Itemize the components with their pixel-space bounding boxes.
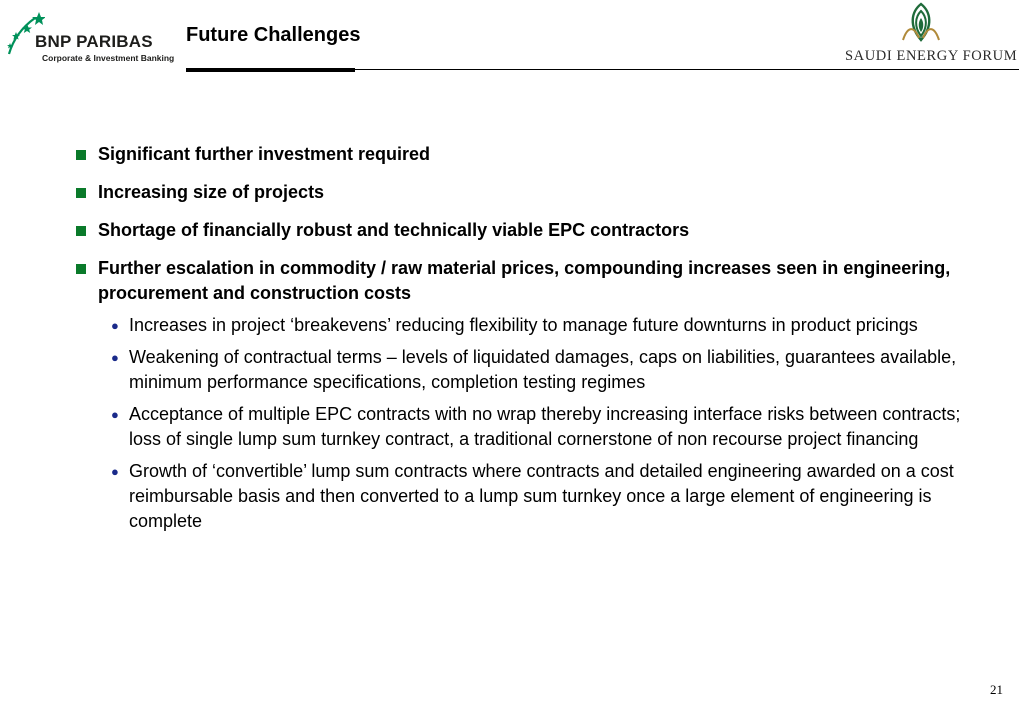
bnp-paribas-logo <box>5 10 175 66</box>
bullet-text: Shortage of financially robust and technically viable EPC contractors <box>98 220 690 240</box>
page-number: 21 <box>990 682 1003 697</box>
sub-bullet-item <box>110 402 996 452</box>
sub-bullet-list <box>76 313 996 534</box>
bnp-subtitle-text: Corporate & Investment Banking <box>42 53 175 63</box>
saudi-energy-forum-logo <box>843 2 1019 68</box>
circle-bullet-icon: ● <box>111 464 119 479</box>
sub-bullet-text: Weakening of contractual terms – levels of liquidated damages, caps on liabilities, guarantees available, minimum performance specifications, completion testing regimes <box>129 347 957 392</box>
circle-bullet-icon: ● <box>111 407 119 422</box>
green-square-bullet-icon <box>76 150 86 160</box>
sub-bullet-text: Growth of ‘convertible’ lump sum contracts where contracts and detailed engineering awarded on a cost reimbursable basis and then converted to a lump sum turnkey once a large element of engineering is complete <box>129 461 954 531</box>
green-square-bullet-icon <box>76 226 86 236</box>
circle-bullet-icon: ● <box>111 350 119 365</box>
bullet-item <box>76 142 996 167</box>
sub-bullet-item <box>110 459 996 534</box>
circle-bullet-icon: ● <box>111 318 119 333</box>
bullet-text: Further escalation in commodity / raw material prices, compounding increases seen in engineering, procurement and construction costs <box>98 258 951 303</box>
green-square-bullet-icon <box>76 264 86 274</box>
sub-bullet-text: Acceptance of multiple EPC contracts with no wrap thereby increasing interface risks between contracts; loss of single lump sum turnkey contract, a traditional cornerstone of non recourse project financing <box>129 404 961 449</box>
title-underline-accent <box>186 68 355 72</box>
saudi-energy-forum-text: SAUDI ENERGY FORUM <box>845 48 1018 64</box>
sub-bullet-text: Increases in project ‘breakevens’ reducing flexibility to manage future downturns in product pricings <box>129 315 918 335</box>
palm-leaf-emblem-icon <box>899 2 943 42</box>
sub-bullet-item <box>110 345 996 395</box>
bullet-text: Significant further investment required <box>98 144 431 164</box>
sub-bullet-item <box>110 313 996 338</box>
bullet-item <box>76 218 996 243</box>
green-square-bullet-icon <box>76 188 86 198</box>
bnp-name-text: BNP PARIBAS <box>35 32 153 51</box>
bullet-text: Increasing size of projects <box>98 182 325 202</box>
bullet-item <box>76 180 996 205</box>
page-title: Future Challenges <box>186 24 361 46</box>
slide-content <box>76 142 996 541</box>
bullet-item <box>76 256 996 306</box>
